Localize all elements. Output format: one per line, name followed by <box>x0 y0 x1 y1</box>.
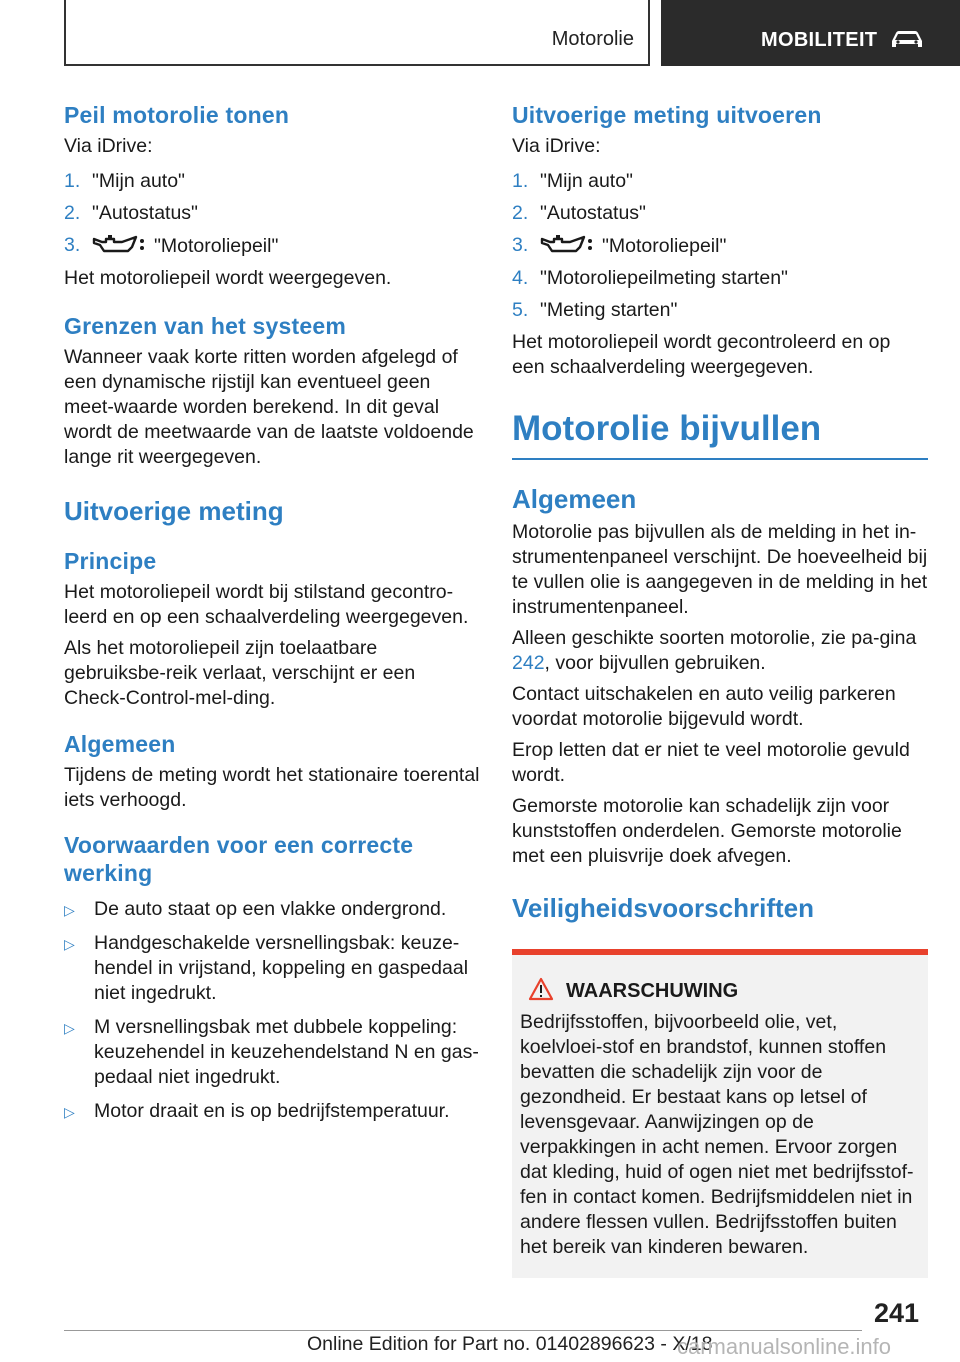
paragraph: Motorolie pas bijvullen als de melding in het in-strumentenpaneel verschijnt. De hoeveelheid bij te vullen olie is aangegeven in de melding in het instrumentenpaneel. <box>512 521 928 618</box>
triangle-bullet-icon: ▷ <box>64 902 75 918</box>
paragraph: Wanneer vaak korte ritten worden afgelegd of een dynamische rijstijl kan eventueel geen meet-waarde worden berekend. In dit geval wordt de meetwaarde van de laatste voldoende lange rit weergegeven. <box>64 346 474 468</box>
list-item: 5. "Meting starten" <box>512 299 678 321</box>
paragraph: Gemorste motorolie kan schadelijk zijn voor kunststoffen onderdelen. Gemorste motorolie met een pluisvrije doek afvegen. <box>512 795 902 867</box>
section-header-box <box>64 0 650 66</box>
list-item: 2. "Autostatus" <box>64 202 198 224</box>
heading-peil-motorolie-tonen: Peil motorolie tonen <box>64 102 290 128</box>
chapter-tab <box>661 0 960 66</box>
warning-triangle-icon <box>528 977 554 1001</box>
heading-algemeen: Algemeen <box>512 484 637 514</box>
oil-can-icon <box>540 233 594 255</box>
condition-list <box>64 897 480 1124</box>
warning-title: WAARSCHUWING <box>528 977 920 1004</box>
right-column <box>512 100 928 1278</box>
paragraph: Het motoroliepeil wordt bij stilstand gecontro-leerd en op een schaalverdeling weergegeven. <box>64 581 469 628</box>
paragraph: Als het motoroliepeil zijn toelaatbare gebruiksbe-reik verlaat, verschijnt er een Check-Control-mel-ding. <box>64 637 416 709</box>
heading-veiligheidsvoorschriften: Veiligheidsvoorschriften <box>512 893 814 923</box>
step-list <box>512 169 928 323</box>
footer-divider <box>64 1330 862 1331</box>
result-text: Het motoroliepeil wordt gecontroleerd en op een schaalverdeling weergegeven. <box>512 331 891 378</box>
section-title: Motorolie <box>551 28 634 50</box>
result-text: Het motoroliepeil wordt weergegeven. <box>64 267 392 289</box>
warning-text: Bedrijfsstoffen, bijvoorbeeld olie, vet, koelvloei-stof en brandstof, kunnen stoffen bevatten die schadelijk zijn voor de gezondheid. Er bestaat kans op letsel of levensgevaar. Aanwijzingen op de verpakkingen in acht nemen. Ervoor zorgen dat kleding, huid of ogen niet met bedrijfsstof-fen in contact komen. Bedrijfsmiddelen niet in andere flessen vullen. Bedrijfsstoffen buiten het bereik van kinderen bewaren. <box>520 1011 914 1258</box>
list-item: ▷ Handgeschakelde versnellingsbak: keuze-hendel in vrijstand, koppeling en gaspedaal niet ingedrukt. <box>64 932 469 1004</box>
triangle-bullet-icon: ▷ <box>64 1020 75 1036</box>
edition-text: Online Edition for Part no. 01402896623 - X/18 <box>307 1333 713 1355</box>
paragraph: Contact uitschakelen en auto veilig parkeren voordat motorolie bijgevuld wordt. <box>512 683 896 730</box>
list-item: 2. "Autostatus" <box>512 202 646 224</box>
list-item: ▷ Motor draait en is op bedrijfstemperatuur. <box>64 1099 480 1124</box>
intro-text: Via iDrive: <box>64 135 153 157</box>
paragraph: Alleen geschikte soorten motorolie, zie pa-gina 242, voor bijvullen gebruiken. <box>512 627 917 674</box>
triangle-bullet-icon: ▷ <box>64 936 75 952</box>
page-reference-link[interactable]: 242 <box>512 652 545 674</box>
heading-uitvoerige-meting-uitvoeren: Uitvoerige meting uitvoeren <box>512 102 822 128</box>
watermark: carmanualsonline.info <box>677 1334 892 1359</box>
page-header <box>0 0 960 66</box>
heading-principe: Principe <box>64 548 157 574</box>
list-item: ▷ De auto staat op een vlakke ondergrond. <box>64 897 480 922</box>
paragraph: Erop letten dat er niet te veel motorolie gevuld wordt. <box>512 739 910 786</box>
step-list <box>64 169 480 259</box>
heading-motorolie-bijvullen: Motorolie bijvullen <box>512 406 928 460</box>
heading-grenzen: Grenzen van het systeem <box>64 313 346 339</box>
left-column <box>64 100 480 1133</box>
list-item: ▷ M versnellingsbak met dubbele koppeling: keuzehendel in keuzehendelstand N en gas-pedaal niet ingedrukt. <box>64 1016 479 1088</box>
warning-box <box>512 949 928 1278</box>
chapter-title: MOBILITEIT <box>761 29 878 51</box>
oil-can-icon <box>92 233 146 255</box>
list-item: 3. "Motoroliepeil" <box>512 234 727 257</box>
triangle-bullet-icon: ▷ <box>64 1104 75 1120</box>
heading-uitvoerige-meting: Uitvoerige meting <box>64 496 284 526</box>
page-number: 241 <box>874 1298 920 1328</box>
list-item: 1. "Mijn auto" <box>512 170 633 192</box>
list-item: 3. "Motoroliepeil" <box>64 234 279 257</box>
paragraph: Tijdens de meting wordt het stationaire toerental iets verhoogd. <box>64 764 480 811</box>
list-item: 1. "Mijn auto" <box>64 170 185 192</box>
intro-text: Via iDrive: <box>512 135 601 157</box>
heading-voorwaarden: Voorwaarden voor een correcte werking <box>64 832 414 886</box>
car-icon <box>889 28 925 50</box>
heading-algemeen: Algemeen <box>64 731 176 757</box>
list-item: 4. "Motoroliepeilmeting starten" <box>512 267 788 289</box>
